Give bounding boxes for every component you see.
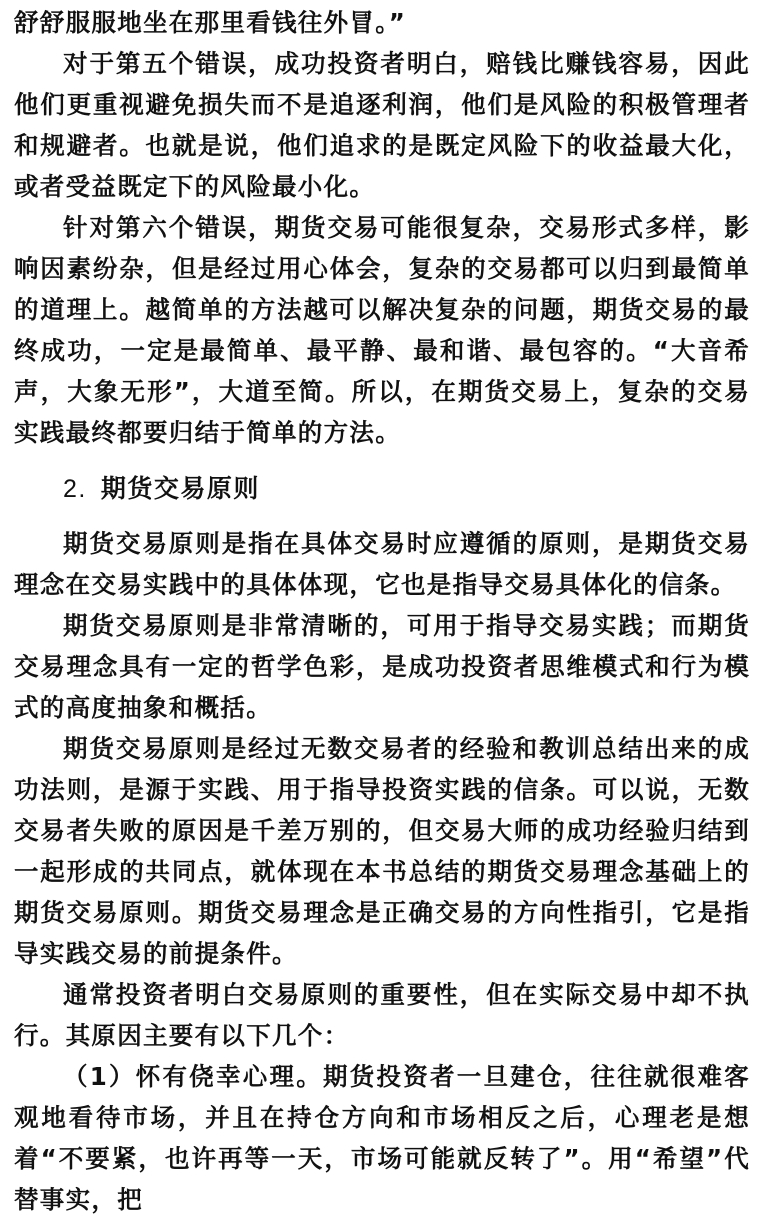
paragraph: 期货交易原则是经过无数交易者的经验和教训总结出来的成功法则，是源于实践、用于指导投资实践的信条。可以说，无数交易者失败的原因是千差万别的，但交易大师的成功经验归结到一起形成的共同点，就体现在本书总结的期货交易理念基础上的期货交易原则。期货交易理念是正确交易的方向性指引，它是指导实践交易的前提条件。 (14, 734, 750, 968)
paragraph: 对于第五个错误，成功投资者明白，赔钱比赚钱容易，因此他们更重视避免损失而不是追逐利润，他们是风险的积极管理者和规避者。也就是说，他们追求的是既定风险下的收益最大化，或者受益既定下的风险最小化。 (14, 49, 750, 201)
section-title: 期货交易原则 (100, 474, 260, 503)
body-text-before (14, 2, 750, 453)
document-page (14, 0, 750, 1220)
paragraph: 针对第六个错误，期货交易可能很复杂，交易形式多样，影响因素纷杂，但是经过用心体会，复杂的交易都可以归到最简单的道理上。越简单的方法越可以解决复杂的问题，期货交易的最终成功，一定是最简单、最平静、最和谐、最包容的。“大音希声，大象无形”，大道至简。所以，在期货交易上，复杂的交易实践最终都要归结于简单的方法。 (14, 213, 750, 447)
paragraph: 舒舒服服地坐在那里看钱往外冒。” (14, 8, 407, 37)
paragraph: 期货交易原则是非常清晰的，可用于指导交易实践；而期货交易理念具有一定的哲学色彩，是成功投资者思维模式和行为模式的高度抽象和概括。 (14, 611, 750, 722)
section-heading (14, 467, 750, 511)
paragraph: （1）怀有侥幸心理。期货投资者一旦建仓，往往就很难客观地看待市场，并且在持仓方向和市场相反之后，心理老是想着“不要紧，也许再等一天，市场可能就反转了”。用“希望”代替事实，把 (14, 1062, 750, 1214)
paragraph: 通常投资者明白交易原则的重要性，但在实际交易中却不执行。其原因主要有以下几个： (14, 980, 750, 1050)
section-number: 2. (63, 475, 87, 503)
paragraph: 期货交易原则是指在具体交易时应遵循的原则，是期货交易理念在交易实践中的具体体现，它也是指导交易具体化的信条。 (14, 529, 750, 599)
body-text-after (14, 523, 750, 1220)
